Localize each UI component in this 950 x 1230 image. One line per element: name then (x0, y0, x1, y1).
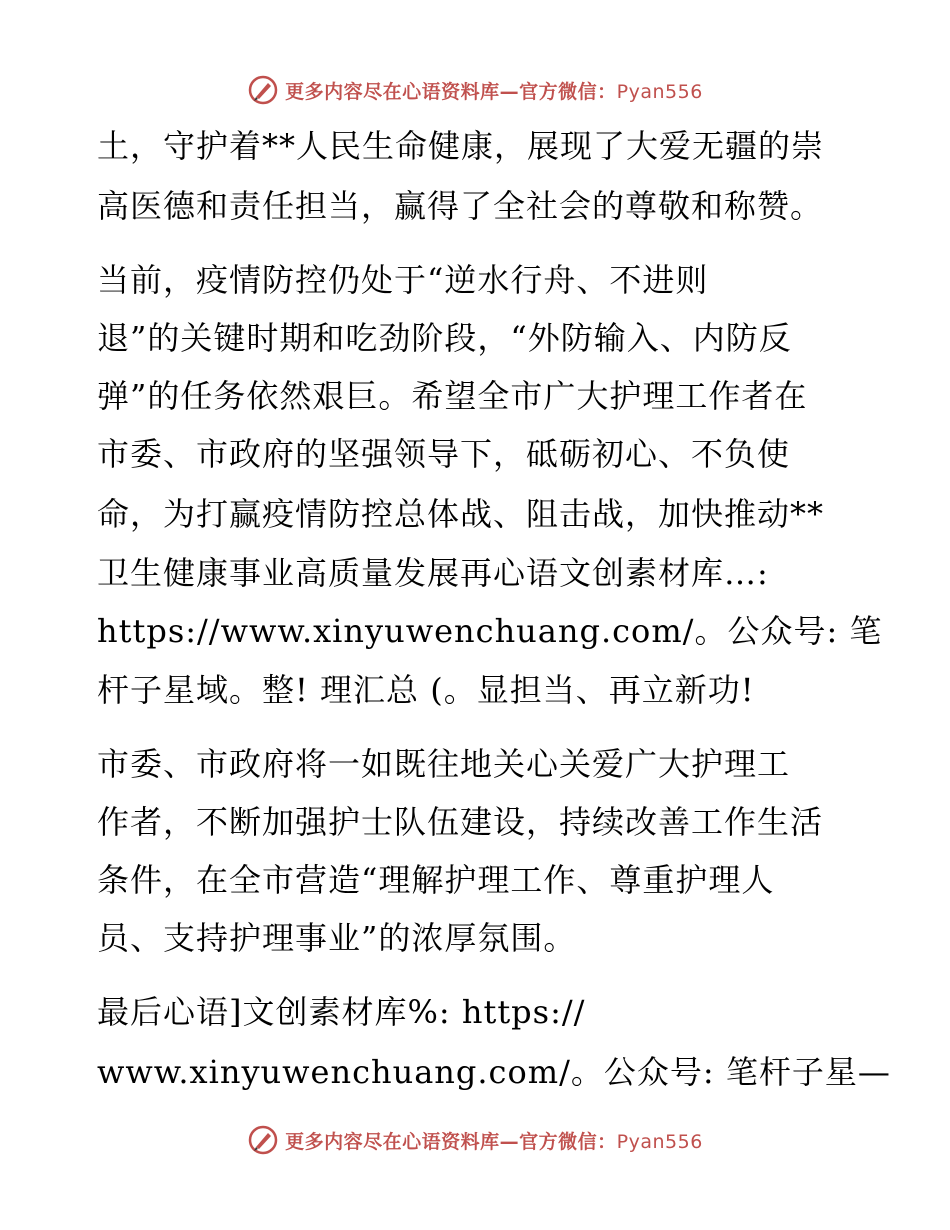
body-line: https://www.xinyuwenchuang.com/。公众号: 笔 (97, 612, 883, 650)
footer-banner (0, 1122, 950, 1158)
body-line: www.xinyuwenchuang.com/。公众号: 笔杆子星— (97, 1053, 891, 1091)
header-wechat-id: Pyan556 (616, 80, 703, 103)
body-line: 最后心语]文创素材库%: https:// (97, 993, 586, 1031)
body-line: 命，为打赢疫情防控总体战、阻击战，加快推动** (97, 495, 825, 533)
footer-wechat-id: Pyan556 (616, 1130, 703, 1153)
body-line: 退”的关键时期和吃劲阶段，“外防输入、内防反 (97, 319, 792, 357)
body-line: 高医德和责任担当，赢得了全社会的尊敬和称赞。 (97, 187, 824, 225)
pen-logo-icon (247, 74, 279, 106)
header-site-text: 更多内容尽在心语资料库—官方微信： (285, 80, 617, 103)
body-line: 土，守护着**人民生命健康，展现了大爱无疆的崇 (97, 127, 825, 165)
header-banner (0, 72, 950, 108)
body-line: 卫生健康事业高质量发展再心语文创素材库…: (97, 554, 769, 592)
footer-banner-text (285, 1127, 703, 1154)
body-line: 市委、市政府将一如既往地关心关爱广大护理工 (97, 745, 791, 783)
header-banner-text (285, 77, 703, 104)
body-line: 员、支持护理事业”的浓厚氛围。 (97, 919, 577, 957)
pen-logo-icon (247, 1124, 279, 1156)
body-line: 作者，不断加强护士队伍建设，持续改善工作生活 (97, 803, 824, 841)
body-line: 弹”的任务依然艰巨。希望全市广大护理工作者在 (97, 377, 808, 415)
body-line: 条件，在全市营造“理解护理工作、尊重护理人 (97, 861, 775, 899)
footer-site-text: 更多内容尽在心语资料库—官方微信： (285, 1130, 617, 1153)
body-line: 杆子星域。整! 理汇总 (。显担当、再立新功! (97, 671, 755, 709)
body-line: 市委、市政府的坚强领导下，砥砺初心、不负使 (97, 435, 791, 473)
body-line: 当前，疫情防控仍处于“逆水行舟、不进则 (97, 261, 709, 299)
